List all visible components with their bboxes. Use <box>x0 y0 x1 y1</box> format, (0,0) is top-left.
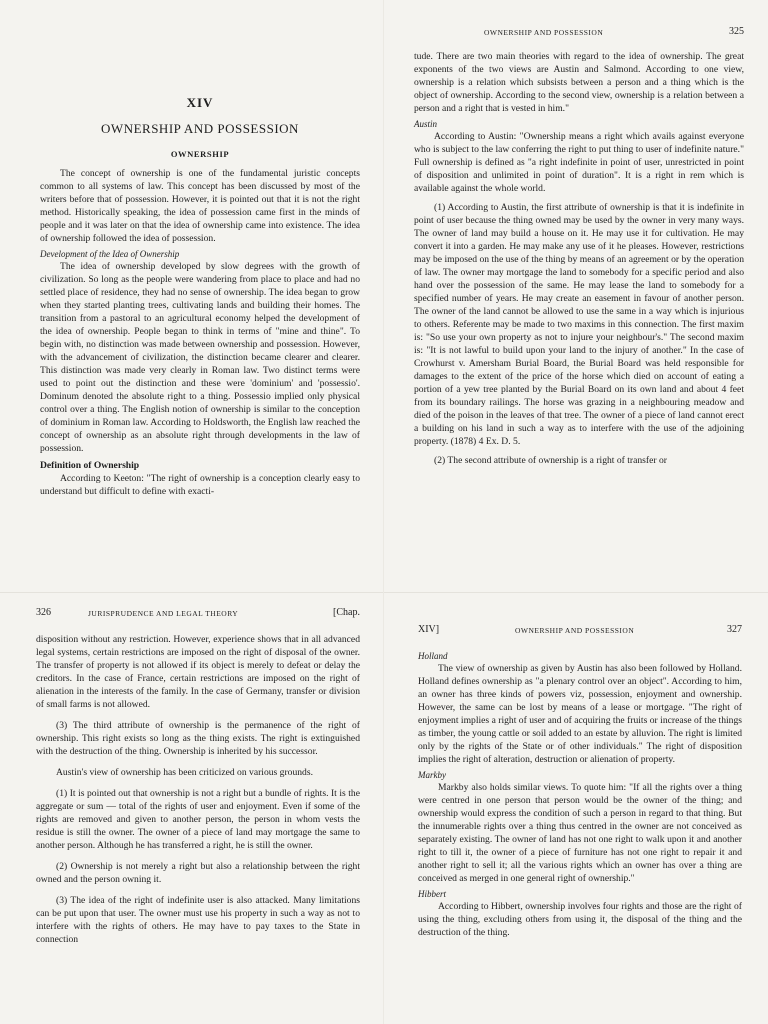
hibbert-heading: Hibbert <box>418 889 446 899</box>
page-number: 325 <box>729 26 744 37</box>
page-325 <box>384 0 768 593</box>
running-header-title: JURISPRUDENCE AND LEGAL THEORY <box>88 609 239 618</box>
markby-heading: Markby <box>418 770 446 780</box>
holland-heading: Holland <box>418 651 448 661</box>
chapter-title: OWNERSHIP AND POSSESSION <box>101 121 299 136</box>
running-header-title: OWNERSHIP AND POSSESSION <box>515 626 635 635</box>
development-paragraph: The idea of ownership developed by slow degrees with the growth of civilization. So long as the people were wandering from place to place and had no settled place of residence, they had no sense of ownership. The idea began to grow when they started planting trees, cultivating lands and building their homes. The transition from a pastoral to an agricultural economy helped the development of the idea of ownership. People began to think in terms of "mine and thine". To begin with, no distinction was made between ownership and possession. However, with the advancement of civilization, the distinction became clearer and clearer. This distinction was made very clearly in Roman law. Two distinct terms were used to point out the distinction and these were 'dominium' and 'possessio'. Dominum denoted the absolute right to a thing. Possessio implied only physical control over a thing. The English notion of ownership is similar to the conception of dominium in Roman law. According to Holdsworth, the English law reached the concept of ownership as an absolute right through developments in the law of possession. <box>40 261 360 454</box>
development-heading: Development of the Idea of Ownership <box>40 249 180 259</box>
page-number: 326 <box>36 607 51 618</box>
page-325-body <box>414 50 744 467</box>
running-header <box>418 624 748 638</box>
page-number: 327 <box>727 624 742 635</box>
definition-paragraph: According to Keeton: "The right of ownership is a conception clearly easy to understand but difficult to define with exacti- <box>40 473 360 497</box>
page-divider-vertical <box>383 0 384 1024</box>
first-attribute-paragraph: (1) According to Austin, the first attribute of ownership is that it is indefinite in point of user because the thing owned may be used by the owner in very many ways. The owner of land may build a house on it. He may use it for cultivation. He may convert it into a garden. He may make any use of it he pleases. However, restrictions may be imposed on the use of the thing by means of an agreement or by the operation of law. The owner may mortgage the land to somebody for a specific period and also hand over the possession of the same. He may lease the land to somebody for a specified number of years. He may create an easement in favour of another person. The owner of the land cannot be allowed to use the same in a way which is injurious to others. Referente may be made to two maxims in this connection. The first maxim is: "So use your own property as not to injure your neighbour's." The second maxim is: "It is not lawful to build upon your land to the injury of another." In the case of Crowhurst v. Amersham Burial Board, the Burial Board was held responsible for damages to the extent of the price of the horse which died on account of eating a portion of a yew tree planted by the Burial Board on its own land and about 4 feet from its boundary railings. The horse was grazing in a neighbouring meadow and died of the poison in the leaves of that tree. The owner of a piece of land cannot erect a building on his land in such a way as to interfere with the use of the adjoining property. (1878) 4 Ex. D. 5. <box>414 202 744 447</box>
running-header <box>414 26 744 40</box>
austin-paragraph: According to Austin: "Ownership means a right which avails against everyone who is subject to the law conferring the right to put thing to user of indefinite nature." Full ownership is defined as "a right indefinite in point of user, unrestricted in point of disposition and unlimited in point of duration". It is a right in rem which is available against the whole world. <box>414 131 744 194</box>
holland-paragraph: The view of ownership as given by Austin has also been followed by Holland. Holland defines ownership as "a plenary control over an object". According to him, an owner has three kinds of powers viz, possession, enjoyment and ownership. However, the same can be lost by means of a lease or mortgage. "The right of enjoyment implies a right of user and of acquiring the fruits or increase of the things as timber, the young cattle or soil added to an estate by alluvion. The right is limited only by the rights of the State or of other individuals." The right of disposition implies the right of alteration, destruction or alienation of property. <box>418 663 742 765</box>
criticism-1-paragraph: (1) It is pointed out that ownership is not a right but a bundle of rights. It is the aggregate or sum — total of the rights of user and enjoyment. Even if some of the rights are removed and given to another person, the person in whom vests the residue is still the owner. The owner of a piece of land may mortgage the same to another person. Although he has transferred a right, he is still the owner. <box>36 788 360 851</box>
criticism-3-paragraph: (3) The idea of the right of indefinite user is also attacked. Many limitations can be put upon that user. The owner must use his property in such a way as not to interfere with the rights of others. He may have to pay taxes to the State in connection <box>36 895 360 945</box>
definition-heading: Definition of Ownership <box>40 460 140 471</box>
continued-paragraph: tude. There are two main theories with regard to the idea of ownership. The great exponents of the two views are Austin and Salmond. According to one view, ownership is a relation which subsists between a person and a thing which is the object of ownership. According to the second view, ownership is a relation between a person and a right that is vested in him." <box>414 51 744 114</box>
hibbert-paragraph: According to Hibbert, ownership involves four rights and those are the right of using the thing, excluding others from using it, the disposal of the thing and the destruction of the thing. <box>418 901 742 938</box>
page-327-body <box>418 647 742 939</box>
chapter-number: XIV <box>186 95 214 110</box>
intro-paragraph: The concept of ownership is one of the fundamental juristic concepts common to all systems of law. This concept has been discussed by most of the writers before that of possession. However, it is pointed out that it is not the right method. Historically speaking, the idea of possession came first in the minds of people and it was later on that the idea of ownership came into existence. The idea of ownership followed the idea of possession. <box>40 168 360 244</box>
criticism-2-paragraph: (2) Ownership is not merely a right but also a relationship between the right owned and the person owning it. <box>36 861 360 885</box>
chapter-ref: [Chap. <box>333 607 360 618</box>
third-attribute-paragraph: (3) The third attribute of ownership is the permanence of the right of ownership. This right exists so long as the thing exists. The right is extinguished with the destruction of the thing. Ownership is inherited by his successor. <box>36 720 360 757</box>
markby-paragraph: Markby also holds similar views. To quote him: "If all the rights over a thing were centred in one person that person would be the owner of the thing; and ownership would express the condition of such a person in regard to that thing. But the innumerable rights over a thing thus centred in the owner are not conceived as separately existing. The owner of land has not one right to walk upon it and another right to till it, the owner of a piece of furniture has not one right to repair it and another right to sell it; all the various rights which an owner has over a thing are conceived as merged in one general right of ownership." <box>418 782 742 884</box>
section-title: OWNERSHIP <box>170 149 230 159</box>
running-header-title: OWNERSHIP AND POSSESSION <box>484 28 604 37</box>
criticized-paragraph: Austin's view of ownership has been criticized on various grounds. <box>56 767 313 778</box>
chapter-ref: XIV] <box>418 624 440 635</box>
page-326 <box>0 593 384 1024</box>
continued-paragraph: disposition without any restriction. However, experience shows that in all advanced legal systems, certain restrictions are imposed on the right of disposal of the owner. The transfer of property is not allowed if its object is merely to defeat or delay the creditors. In the case of France, certain restrictions are imposed on the right of alienation in the interests of the family. In the case of Germany, transfer or division of small farms is not allowed. <box>36 634 360 710</box>
page-326-body <box>36 633 360 946</box>
second-attribute-paragraph: (2) The second attribute of ownership is a right of transfer or <box>434 455 667 466</box>
austin-heading: Austin <box>414 119 438 129</box>
page-327 <box>384 593 768 1024</box>
page-324 <box>0 0 384 593</box>
running-header <box>36 607 360 621</box>
page-324-body <box>40 95 360 498</box>
